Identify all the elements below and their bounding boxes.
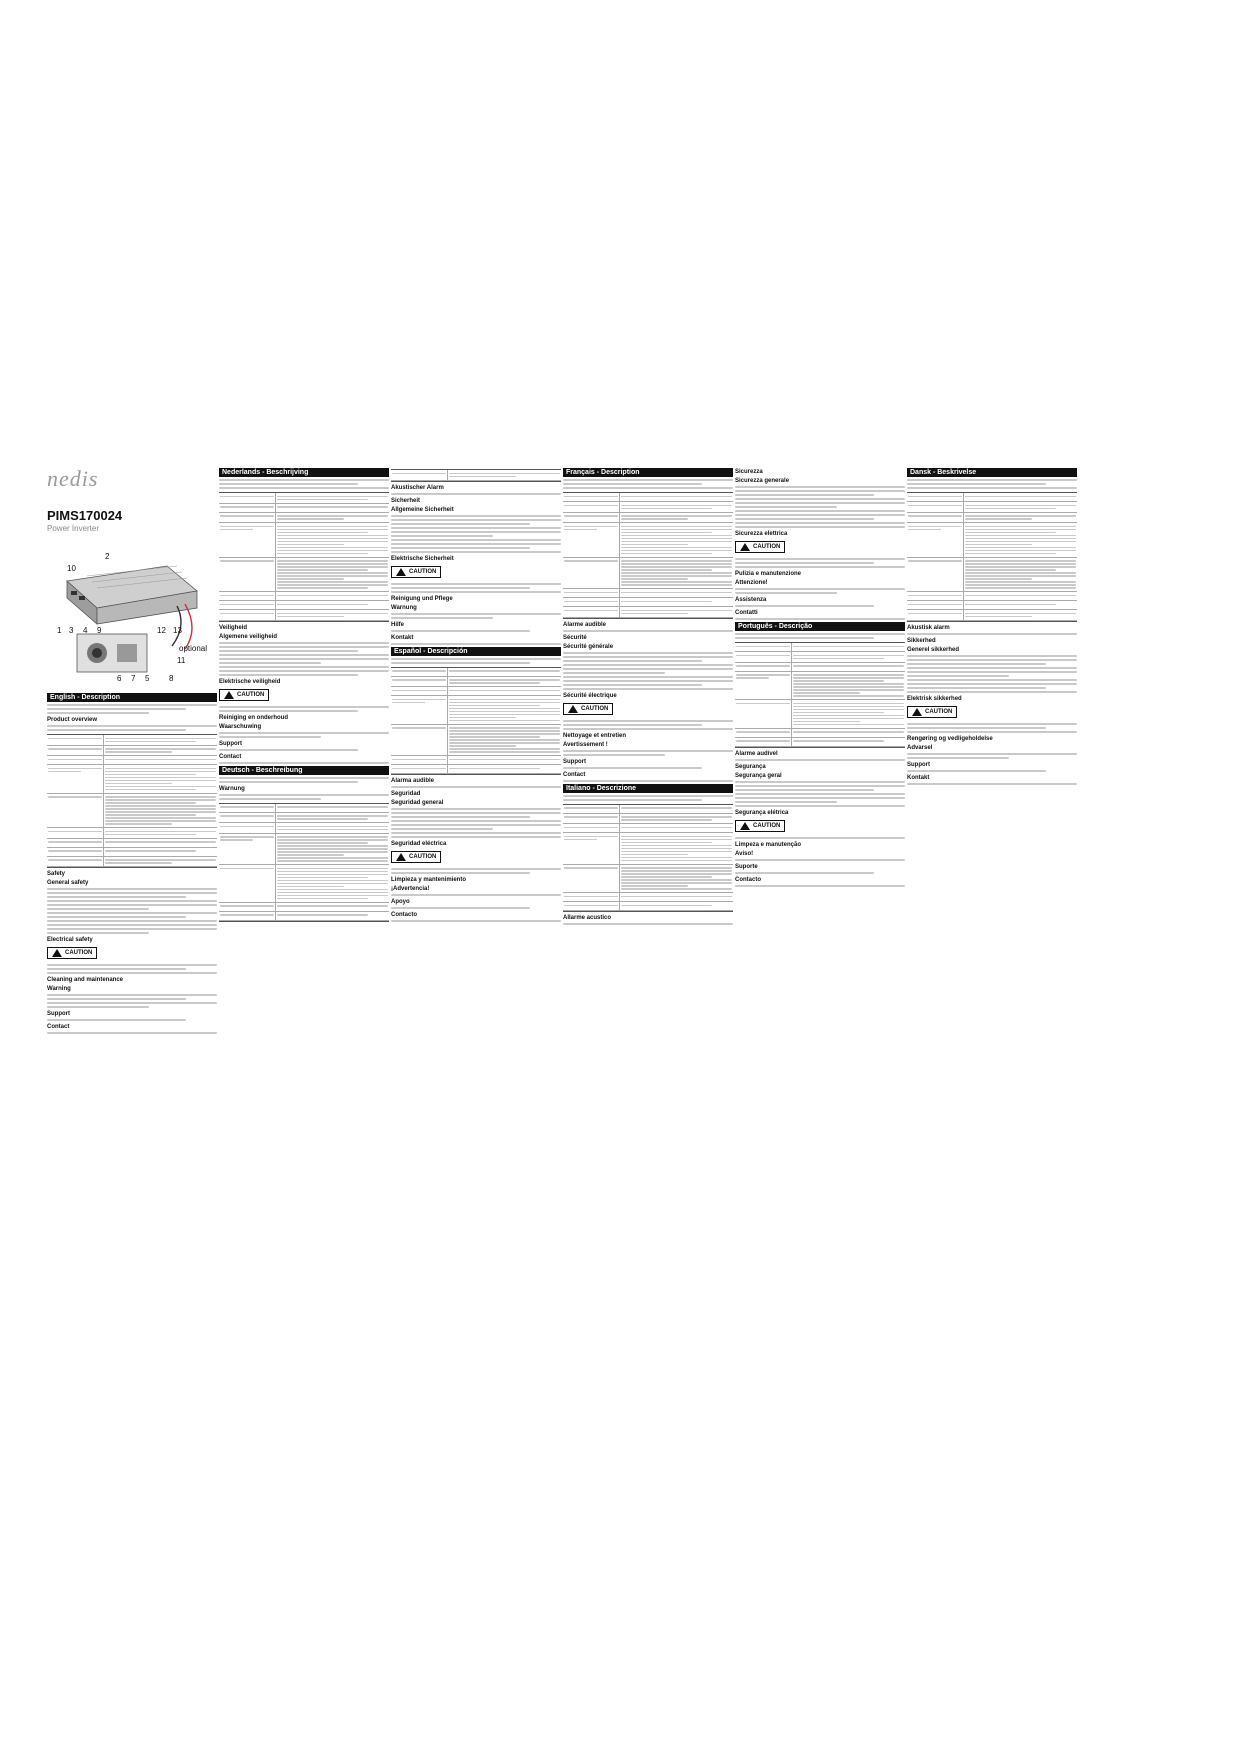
caution-label: CAUTION xyxy=(753,544,781,550)
caution-box xyxy=(907,706,957,718)
callout-5: 5 xyxy=(145,674,150,683)
subheading: Sicurezza xyxy=(735,469,763,475)
warning-triangle-icon xyxy=(396,568,406,576)
spec-table xyxy=(563,804,733,913)
subheading: Alarme audível xyxy=(735,750,778,757)
callout-11: 11 xyxy=(177,656,186,665)
section-heading-spanish: Español - Descripción xyxy=(391,647,561,656)
subheading: Electrical safety xyxy=(47,937,93,943)
callout-6: 6 xyxy=(117,674,122,683)
subheading: Seguridad xyxy=(391,791,421,797)
subheading: Support xyxy=(219,740,242,747)
subheading: Allarme acustico xyxy=(563,915,612,921)
subheading: Veiligheid xyxy=(219,624,248,631)
callout-13: 13 xyxy=(173,626,182,635)
power-inverter-image xyxy=(57,546,207,686)
model-number: PIMS170024 xyxy=(47,508,123,523)
callout-2: 2 xyxy=(105,552,110,561)
subheading: Alarme audible xyxy=(563,621,607,628)
warning-triangle-icon xyxy=(52,949,62,957)
optional-label: optional xyxy=(179,644,208,653)
caution-box xyxy=(391,851,441,863)
callout-1: 1 xyxy=(57,626,62,635)
caution-box xyxy=(391,566,441,578)
subheading: Contacto xyxy=(735,876,761,883)
subheading: Apoyo xyxy=(391,899,410,905)
subheading: Contacto xyxy=(391,912,417,918)
column-italian-portuguese xyxy=(735,466,905,1316)
subheading: Algemene veiligheid xyxy=(219,633,278,640)
subheading: Elektrische veiligheid xyxy=(219,678,281,685)
manual-page xyxy=(47,466,1197,1316)
subheading: Support xyxy=(907,761,930,768)
section-heading-italian: Italiano - Descrizione xyxy=(563,784,733,793)
caution-label: CAUTION xyxy=(581,705,609,712)
caution-box xyxy=(563,703,613,715)
subheading: Segurança geral xyxy=(735,772,782,779)
section-heading-french: Français - Description xyxy=(563,468,733,477)
column-french-italian xyxy=(563,466,733,1316)
section-heading-english: English - Description xyxy=(47,693,217,702)
subheading: Contact xyxy=(219,753,242,760)
subheading: Generel sikkerhed xyxy=(907,646,960,653)
subheading: Akustischer Alarm xyxy=(391,484,444,491)
subheading: Seguridad eléctrica xyxy=(391,841,447,847)
product-subtitle: Power Inverter xyxy=(47,524,100,533)
column-german-spanish xyxy=(391,466,561,1316)
subheading: Alarma audible xyxy=(391,778,435,784)
spec-table xyxy=(735,642,905,748)
caution-label: CAUTION xyxy=(409,568,437,575)
subheading: Sécurité générale xyxy=(563,643,614,650)
subheading: Rengøring og vedligeholdelse xyxy=(907,735,993,742)
column-english xyxy=(47,466,217,1316)
subheading: Segurança xyxy=(735,763,766,770)
subheading: Waarschuwing xyxy=(219,723,262,730)
subheading: Contact xyxy=(47,1024,70,1030)
warning-triangle-icon xyxy=(568,705,578,713)
subheading: Cleaning and maintenance xyxy=(47,977,124,983)
subheading: Elektrische Sicherheit xyxy=(391,555,454,562)
warning-triangle-icon xyxy=(740,822,750,830)
subheading: Safety xyxy=(47,871,66,877)
subheading: Warning xyxy=(47,986,71,992)
callout-12: 12 xyxy=(157,626,166,635)
subheading: Product overview xyxy=(47,717,98,723)
subheading: Seguridad general xyxy=(391,800,444,806)
subheading: Sicherheit xyxy=(391,497,421,504)
caution-label: CAUTION xyxy=(925,708,953,715)
subheading: Aviso! xyxy=(735,850,754,857)
callout-10: 10 xyxy=(67,564,76,573)
caution-label: CAUTION xyxy=(65,950,93,956)
warning-triangle-icon xyxy=(740,543,750,551)
column-danish xyxy=(907,466,1077,1316)
subheading: Nettoyage et entretien xyxy=(563,732,627,739)
subheading: Hilfe xyxy=(391,621,405,628)
callout-8: 8 xyxy=(169,674,174,683)
spec-table xyxy=(907,492,1077,622)
caution-box xyxy=(47,947,97,959)
warning-triangle-icon xyxy=(396,853,406,861)
section-heading-german: Deutsch - Beschreibung xyxy=(219,766,389,775)
subheading: Limpeza e manutenção xyxy=(735,841,802,848)
subheading: Sikkerhed xyxy=(907,637,936,644)
callout-3: 3 xyxy=(69,626,74,635)
subheading: Sicurezza elettrica xyxy=(735,531,788,537)
subheading: Sécurité xyxy=(563,634,587,641)
caution-label: CAUTION xyxy=(237,691,265,698)
subheading: Advarsel xyxy=(907,744,933,751)
callout-9: 9 xyxy=(97,626,102,635)
caution-label: CAUTION xyxy=(409,854,437,860)
subheading: Elektrisk sikkerhed xyxy=(907,695,962,702)
subheading: Assistenza xyxy=(735,597,767,603)
caution-box xyxy=(735,820,785,832)
subheading: Warnung xyxy=(219,785,245,792)
caution-label: CAUTION xyxy=(753,822,781,829)
brand-logo: nedis xyxy=(47,466,99,491)
subheading: Limpieza y mantenimiento xyxy=(391,877,467,883)
spec-table xyxy=(219,803,389,922)
section-heading-dutch: Nederlands - Beschrijving xyxy=(219,468,389,477)
warning-triangle-icon xyxy=(224,691,234,699)
subheading: Contact xyxy=(563,771,586,778)
subheading: General safety xyxy=(47,880,89,886)
subheading: Akustisk alarm xyxy=(907,624,950,631)
subheading: Suporte xyxy=(735,863,758,870)
subheading: Attenzione! xyxy=(735,580,768,586)
spec-table xyxy=(47,734,217,868)
subheading: ¡Advertencia! xyxy=(391,886,430,892)
subheading: Sicurezza generale xyxy=(735,478,790,484)
spec-table xyxy=(563,492,733,619)
subheading: Reinigung und Pflege xyxy=(391,595,453,602)
subheading: Reiniging en onderhoud xyxy=(219,714,288,721)
section-heading-portuguese: Português - Descrição xyxy=(735,622,905,631)
callout-7: 7 xyxy=(131,674,136,683)
subheading: Support xyxy=(47,1011,70,1017)
caution-box xyxy=(735,541,785,553)
callout-4: 4 xyxy=(83,626,88,635)
subheading: Kontakt xyxy=(907,774,930,781)
subheading: Allgemeine Sicherheit xyxy=(391,506,454,513)
subheading: Pulizia e manutenzione xyxy=(735,571,802,577)
section-heading-danish: Dansk - Beskrivelse xyxy=(907,468,1077,477)
subheading: Contatti xyxy=(735,610,758,616)
spec-table xyxy=(391,667,561,776)
subheading: Avertissement ! xyxy=(563,741,608,748)
subheading: Sécurité électrique xyxy=(563,692,617,699)
caution-box xyxy=(219,689,269,701)
column-english-body xyxy=(47,691,217,1036)
warning-triangle-icon xyxy=(912,708,922,716)
column-dutch-german xyxy=(219,466,389,1316)
subheading: Kontakt xyxy=(391,634,414,641)
subheading: Support xyxy=(563,758,586,765)
spec-table xyxy=(219,492,389,622)
subheading: Warnung xyxy=(391,604,417,611)
subheading: Segurança elétrica xyxy=(735,809,789,816)
spec-table xyxy=(391,469,561,482)
device-illustration xyxy=(57,546,207,686)
